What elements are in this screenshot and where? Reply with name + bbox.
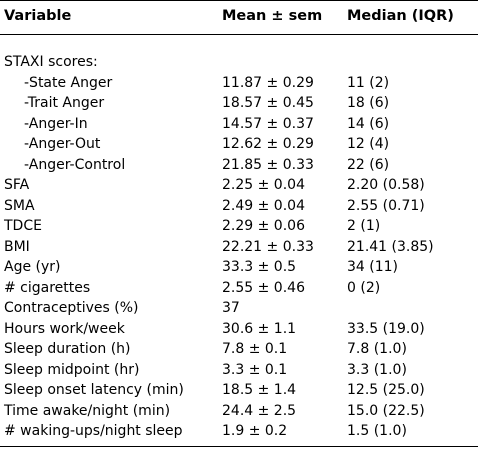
cell-median-iqr: 0 (2) [347,279,381,296]
cell-variable: Sleep midpoint (hr) [4,361,140,378]
cell-mean-sem: 12.62 ± 0.29 [222,136,314,152]
cell-variable: Contraceptives (%) [4,300,139,316]
cell-median-iqr: 2.20 (0.58) [347,177,425,193]
header-median-iqr: Median (IQR) [347,8,454,24]
cell-mean-sem: 2.25 ± 0.04 [222,177,305,193]
top-rule [0,0,478,1]
cell-mean-sem: 18.5 ± 1.4 [222,382,297,398]
table-row [0,196,478,217]
cell-variable: BMI [4,238,30,255]
cell-median-iqr: 2.55 (0.71) [347,197,425,214]
table-row [0,380,478,401]
table-row [0,155,478,176]
cell-mean-sem: 30.6 ± 1.1 [222,320,297,337]
cell-mean-sem: 3.3 ± 0.1 [222,361,288,378]
cell-variable: TDCE [4,218,42,234]
cell-variable: # waking-ups/night sleep [4,423,183,439]
cell-median-iqr: 12 (4) [347,136,390,152]
cell-median-iqr: 15.0 (22.5) [347,402,425,419]
header-variable: Variable [4,8,72,24]
cell-median-iqr: 11 (2) [347,74,390,91]
cell-variable: Age (yr) [4,259,61,275]
cell-variable: Sleep onset latency (min) [4,382,184,398]
cell-mean-sem: 2.55 ± 0.46 [222,279,305,296]
cell-mean-sem: 11.87 ± 0.29 [222,74,314,91]
cell-variable: -Trait Anger [24,95,105,111]
cell-variable: -Anger-Out [24,136,101,152]
cell-mean-sem: 22.21 ± 0.33 [222,238,314,255]
cell-median-iqr: 22 (6) [347,156,390,173]
cell-mean-sem: 33.3 ± 0.5 [222,259,297,275]
cell-mean-sem: 1.9 ± 0.2 [222,423,288,439]
cell-variable: STAXI scores: [4,54,98,70]
cell-variable: -State Anger [24,74,113,91]
cell-variable: Hours work/week [4,320,125,337]
cell-median-iqr: 21.41 (3.85) [347,238,434,255]
cell-variable: Time awake/night (min) [4,402,171,419]
cell-mean-sem: 24.4 ± 2.5 [222,402,297,419]
header-mean-sem: Mean ± sem [222,8,323,24]
cell-median-iqr: 7.8 (1.0) [347,341,407,357]
cell-variable: # cigarettes [4,279,91,296]
table-row [0,134,478,155]
cell-mean-sem: 2.49 ± 0.04 [222,197,305,214]
cell-mean-sem: 21.85 ± 0.33 [222,156,314,173]
table-row [0,175,478,196]
cell-variable: SFA [4,177,30,193]
cell-median-iqr: 2 (1) [347,218,381,234]
table-row [0,216,478,237]
table-body [0,52,478,442]
cell-median-iqr: 1.5 (1.0) [347,423,407,439]
cell-mean-sem: 2.29 ± 0.06 [222,218,305,234]
table-row [0,93,478,114]
table-row [0,73,478,94]
cell-median-iqr: 18 (6) [347,95,390,111]
table-row [0,278,478,299]
cell-variable: Sleep duration (h) [4,341,131,357]
table-row [0,360,478,381]
bottom-rule [0,446,478,447]
cell-mean-sem: 14.57 ± 0.37 [222,115,314,132]
table-row [0,421,478,442]
cell-median-iqr: 34 (11) [347,259,399,275]
table-row [0,319,478,340]
cell-median-iqr: 3.3 (1.0) [347,361,407,378]
cell-mean-sem: 37 [222,300,240,316]
cell-variable: -Anger-Control [24,156,126,173]
header-rule [0,34,478,35]
table-row [0,339,478,360]
table-row [0,401,478,422]
table-row [0,114,478,135]
table-header-row [0,8,478,28]
table-row [0,257,478,278]
table-row [0,52,478,73]
cell-variable: -Anger-In [24,115,88,132]
cell-median-iqr: 33.5 (19.0) [347,320,425,337]
cell-variable: SMA [4,197,35,214]
cell-mean-sem: 18.57 ± 0.45 [222,95,314,111]
cell-median-iqr: 12.5 (25.0) [347,382,425,398]
cell-mean-sem: 7.8 ± 0.1 [222,341,288,357]
table-row [0,298,478,319]
cell-median-iqr: 14 (6) [347,115,390,132]
table-row [0,237,478,258]
